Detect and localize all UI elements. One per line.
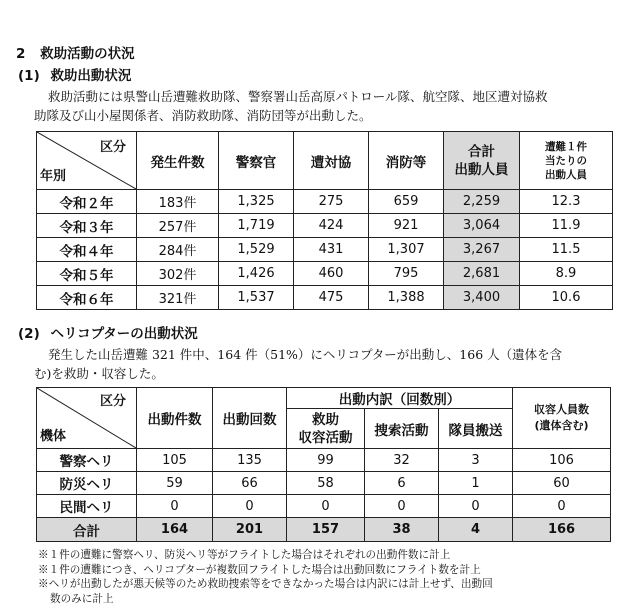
table2-corner-bottom: 機体: [40, 429, 67, 444]
fire: 659: [369, 190, 444, 214]
craft: 警察ヘリ: [37, 449, 137, 472]
fire: 1,307: [369, 238, 444, 262]
transport: 3: [439, 449, 513, 472]
rescue: 58: [287, 472, 365, 495]
dispatch-count: 0: [213, 495, 287, 518]
section-title: 救助活動の状況: [40, 46, 135, 62]
section-heading: [16, 42, 135, 62]
total-row: [37, 518, 611, 542]
table-row: [37, 495, 611, 518]
per-case: 10.6: [520, 286, 613, 310]
header-recovered: [513, 388, 611, 449]
search: 32: [365, 449, 439, 472]
transport: 4: [439, 518, 513, 542]
transport: 0: [439, 495, 513, 518]
cases: 183件: [137, 190, 219, 214]
per-case: 8.9: [520, 262, 613, 286]
header-dispatch-cases: 出動件数: [137, 388, 213, 449]
year: 令和４年: [37, 238, 137, 262]
header-transport: 隊員搬送: [439, 409, 513, 449]
header-total: [444, 132, 520, 190]
header-police: 警察官: [219, 132, 294, 190]
dispatch-cases: 0: [137, 495, 213, 518]
cases: 284件: [137, 238, 219, 262]
dispatch-cases: 59: [137, 472, 213, 495]
fire: 1,388: [369, 286, 444, 310]
header-breakdown: 出動内訳（回数別）: [287, 388, 513, 409]
search: 6: [365, 472, 439, 495]
table-row: [37, 262, 613, 286]
fire: 921: [369, 214, 444, 238]
dispatch-count: 135: [213, 449, 287, 472]
section-number: 2: [16, 46, 26, 62]
table1-corner-bottom: 年別: [40, 169, 67, 184]
year: 令和３年: [37, 214, 137, 238]
dispatch-cases: 105: [137, 449, 213, 472]
header-total-line-2: 出動人員: [454, 161, 509, 178]
paragraph-1-line-2: 助隊及び山小屋関係者、消防救助隊、消防団等が出動した。: [34, 108, 372, 123]
header-per-case-line-2: 当たりの: [545, 154, 587, 167]
header-cases: 発生件数: [137, 132, 219, 190]
recovered: 60: [513, 472, 611, 495]
header-per-case-line-3: 出動人員: [545, 168, 587, 181]
search: 0: [365, 495, 439, 518]
transport: 1: [439, 472, 513, 495]
header-dispatch-count: 出動回数: [213, 388, 287, 449]
header-fire: 消防等: [369, 132, 444, 190]
rescue-dispatch-table: [36, 131, 613, 310]
table-row: [37, 214, 613, 238]
table2-corner-top: 区分: [99, 394, 126, 409]
craft: 合計: [37, 518, 137, 542]
sotaikyo: 424: [294, 214, 369, 238]
footnote-3: ※ヘリが出動したが悪天候等のため救助捜索等をできなかった場合は内訳には計上せず、出動回: [38, 578, 493, 590]
footnote-4: 数のみに計上: [50, 592, 114, 605]
sotaikyo: 475: [294, 286, 369, 310]
police: 1,529: [219, 238, 294, 262]
dispatch-count: 66: [213, 472, 287, 495]
police: 1,719: [219, 214, 294, 238]
header-recovered-line-1: 収容人員数: [534, 403, 590, 416]
table2-corner-header: [37, 388, 137, 449]
table-row: [37, 190, 613, 214]
table-row: [37, 472, 611, 495]
footnote-2: ※１件の遭難につき、ヘリコプターが複数回フライトした場合は出動回数にフライト数を計上: [38, 563, 481, 576]
total: 2,259: [444, 190, 520, 214]
table-row: [37, 238, 613, 262]
per-case: 11.9: [520, 214, 613, 238]
rescue: 157: [287, 518, 365, 542]
footnotes: [38, 548, 493, 606]
header-per-case: [520, 132, 613, 190]
craft: 民間ヘリ: [37, 495, 137, 518]
header-recovered-line-2: (遺体含む): [534, 419, 589, 432]
header-sotaikyo: 遭対協: [294, 132, 369, 190]
header-rescue-line-1: 救助: [312, 411, 339, 428]
sotaikyo: 275: [294, 190, 369, 214]
total: 2,681: [444, 262, 520, 286]
recovered: 106: [513, 449, 611, 472]
cases: 302件: [137, 262, 219, 286]
total: 3,064: [444, 214, 520, 238]
table1-corner-header: [37, 132, 137, 190]
sotaikyo: 431: [294, 238, 369, 262]
dispatch-cases: 164: [137, 518, 213, 542]
police: 1,426: [219, 262, 294, 286]
paragraph-2-line-2: む)を救助・収容した。: [34, 366, 164, 381]
cases: 321件: [137, 286, 219, 310]
total: 3,400: [444, 286, 520, 310]
paragraph-1-line-1: 救助活動には県警山岳遭難救助隊、警察署山岳高原パトロール隊、航空隊、地区遭対協救: [48, 89, 548, 104]
rescue: 99: [287, 449, 365, 472]
fire: 795: [369, 262, 444, 286]
search: 38: [365, 518, 439, 542]
header-per-case-line-1: 遭難１件: [545, 140, 587, 153]
recovered: 0: [513, 495, 611, 518]
footnote-1: ※１件の遭難に警察ヘリ、防災ヘリ等がフライトした場合はそれぞれの出動件数に計上: [38, 549, 451, 561]
subsection-2-number: (2): [18, 326, 40, 342]
recovered: 166: [513, 518, 611, 542]
police: 1,325: [219, 190, 294, 214]
table-row: [37, 449, 611, 472]
year: 令和６年: [37, 286, 137, 310]
header-total-line-1: 合計: [468, 143, 495, 160]
year: 令和５年: [37, 262, 137, 286]
craft: 防災ヘリ: [37, 472, 137, 495]
subsection-1-title: 救助出動状況: [50, 68, 132, 84]
header-rescue: [287, 409, 365, 449]
dispatch-count: 201: [213, 518, 287, 542]
header-search: 捜索活動: [365, 409, 439, 449]
subsection-2-title: ヘリコプターの出動状況: [50, 326, 198, 342]
per-case: 11.5: [520, 238, 613, 262]
subsection-1-heading: [18, 64, 131, 84]
total: 3,267: [444, 238, 520, 262]
subsection-1-number: (1): [18, 68, 40, 84]
sotaikyo: 460: [294, 262, 369, 286]
header-rescue-line-2: 収容活動: [298, 429, 353, 446]
per-case: 12.3: [520, 190, 613, 214]
rescue: 0: [287, 495, 365, 518]
year: 令和２年: [37, 190, 137, 214]
helicopter-dispatch-table: [36, 387, 611, 542]
table1-corner-top: 区分: [99, 140, 126, 155]
paragraph-2-line-1: 発生した山岳遭難 321 件中、164 件（51%）にヘリコプターが出動し、166 人（遺体を含: [48, 347, 563, 362]
police: 1,537: [219, 286, 294, 310]
cases: 257件: [137, 214, 219, 238]
subsection-2-heading: [18, 322, 198, 342]
table-row: [37, 286, 613, 310]
